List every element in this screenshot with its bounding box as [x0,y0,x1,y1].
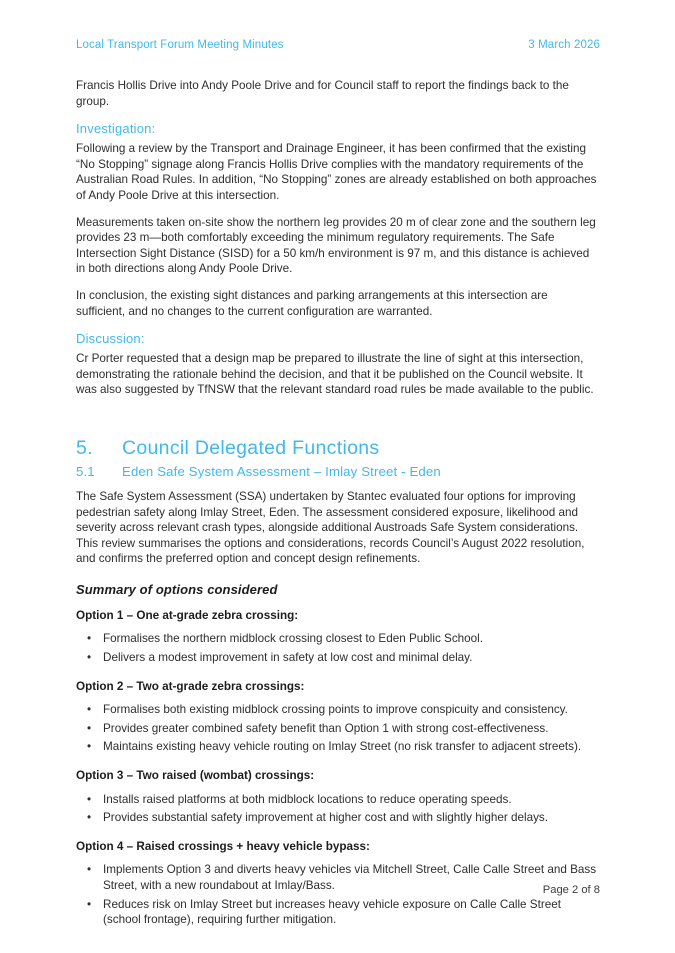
investigation-paragraph-3: In conclusion, the existing sight distances and parking arrangements at this intersection are sufficient, and no changes to the current configuration are warranted. [76,288,548,318]
option-bullet-list [76,792,600,826]
page-number: Page 2 of 8 [542,884,600,896]
bullet-icon: • [87,811,92,825]
list-item-text: Delivers a modest improvement in safety at low cost and minimal delay. [103,651,473,665]
list-item [76,631,600,647]
option-block [76,768,600,826]
document-body [76,78,600,941]
list-item-text: Reduces risk on Imlay Street but increases heavy vehicle exposure on Calle Calle Street (school frontage), requiring further mitigation. [103,897,561,927]
option-label: Option 4 – Raised crossings + heavy vehicle bypass: [76,839,370,853]
option-label: Option 1 – One at-grade zebra crossing: [76,608,299,622]
document-header [76,39,600,51]
list-item-text: Provides substantial safety improvement at higher cost and with slightly higher delays. [103,811,548,825]
list-item [76,897,600,928]
list-item-text: Formalises the northern midblock crossing closest to Eden Public School. [103,632,484,646]
options-list [76,608,600,928]
bullet-icon: • [87,897,92,911]
discussion-heading: Discussion: [76,331,145,347]
option-block [76,608,600,666]
list-item [76,739,600,755]
list-item-text: Installs raised platforms at both midblock locations to reduce operating speeds. [103,792,512,806]
option-bullet-list [76,702,600,755]
document-footer [76,884,600,896]
header-title: Local Transport Forum Meeting Minutes [76,39,284,51]
bullet-icon: • [87,792,92,806]
list-item-text: Provides greater combined safety benefit than Option 1 with strong cost-effectiveness. [103,721,549,735]
option-label: Option 3 – Two raised (wombat) crossings: [76,769,315,783]
list-item [76,810,600,826]
bullet-icon: • [87,632,92,646]
subsection-number: 5.1 [76,463,95,479]
bullet-icon: • [87,863,92,877]
section-number: 5. [76,436,93,459]
section-title: Council Delegated Functions [122,436,380,459]
header-date: 3 March 2026 [528,39,600,51]
list-item [76,792,600,808]
option-block [76,679,600,755]
bullet-icon: • [87,651,92,665]
option-bullet-list [76,631,600,665]
ssa-intro-paragraph: The Safe System Assessment (SSA) undertaken by Stantec evaluated four options for improving pedestrian safety along Imlay Street, Eden. The assessment considered exposure, likelihood and severity across relevant crash types, alongside additional Austroads Safe System considerations. This review summarises the options and considerations, records Council’s August 2022 resolution, and confirms the preferred option and concept design refinements. [76,489,585,566]
subsection-heading [76,463,600,481]
subsection-title: Eden Safe System Assessment – Imlay Street - Eden [122,463,441,479]
list-item [76,721,600,737]
section-spacer [76,409,600,436]
option-label: Option 2 – Two at-grade zebra crossings: [76,679,305,693]
list-item [76,650,600,666]
intro-paragraph: Francis Hollis Drive into Andy Poole Drive and for Council staff to report the findings back to the group. [76,79,569,108]
list-item-text: Maintains existing heavy vehicle routing on Imlay Street (no risk transfer to adjacent streets). [103,740,582,754]
investigation-heading: Investigation: [76,121,156,137]
section-heading [76,436,600,460]
discussion-paragraph-1: Cr Porter requested that a design map be prepared to illustrate the line of sight at this intersection, demonstrating the rationale behind the decision, and that it be published on the Council website. It was also suggested by TfNSW that the relevant standard road rules be made available to the public. [76,352,594,397]
investigation-paragraph-1: Following a review by the Transport and Drainage Engineer, it has been confirmed that the existing “No Stopping” signage along Francis Hollis Drive complies with the mandatory requirements of the Australian Road Rules. In addition, “No Stopping” zones are already established on both approaches of Andy Poole Drive at this intersection. [76,142,597,202]
bullet-icon: • [87,721,92,735]
investigation-paragraph-2: Measurements taken on-site show the northern leg provides 20 m of clear zone and the southern leg provides 23 m—both comfortably exceeding the minimum regulatory requirements. The Safe Intersection Sight Distance (SISD) for a 50 km/h environment is 97 m, and this distance is achieved in both directions along Andy Poole Drive. [76,215,596,276]
list-item-text: Implements Option 3 and diverts heavy vehicles via Mitchell Street, Calle Calle Street and Bass Street, with a new roundabout at Imlay/Bass. [103,863,597,892]
bullet-icon: • [87,740,92,754]
list-item [76,702,600,718]
summary-heading: Summary of options considered [76,581,278,597]
bullet-icon: • [87,703,92,717]
list-item-text: Formalises both existing midblock crossing points to improve conspicuity and consistency. [103,703,568,717]
